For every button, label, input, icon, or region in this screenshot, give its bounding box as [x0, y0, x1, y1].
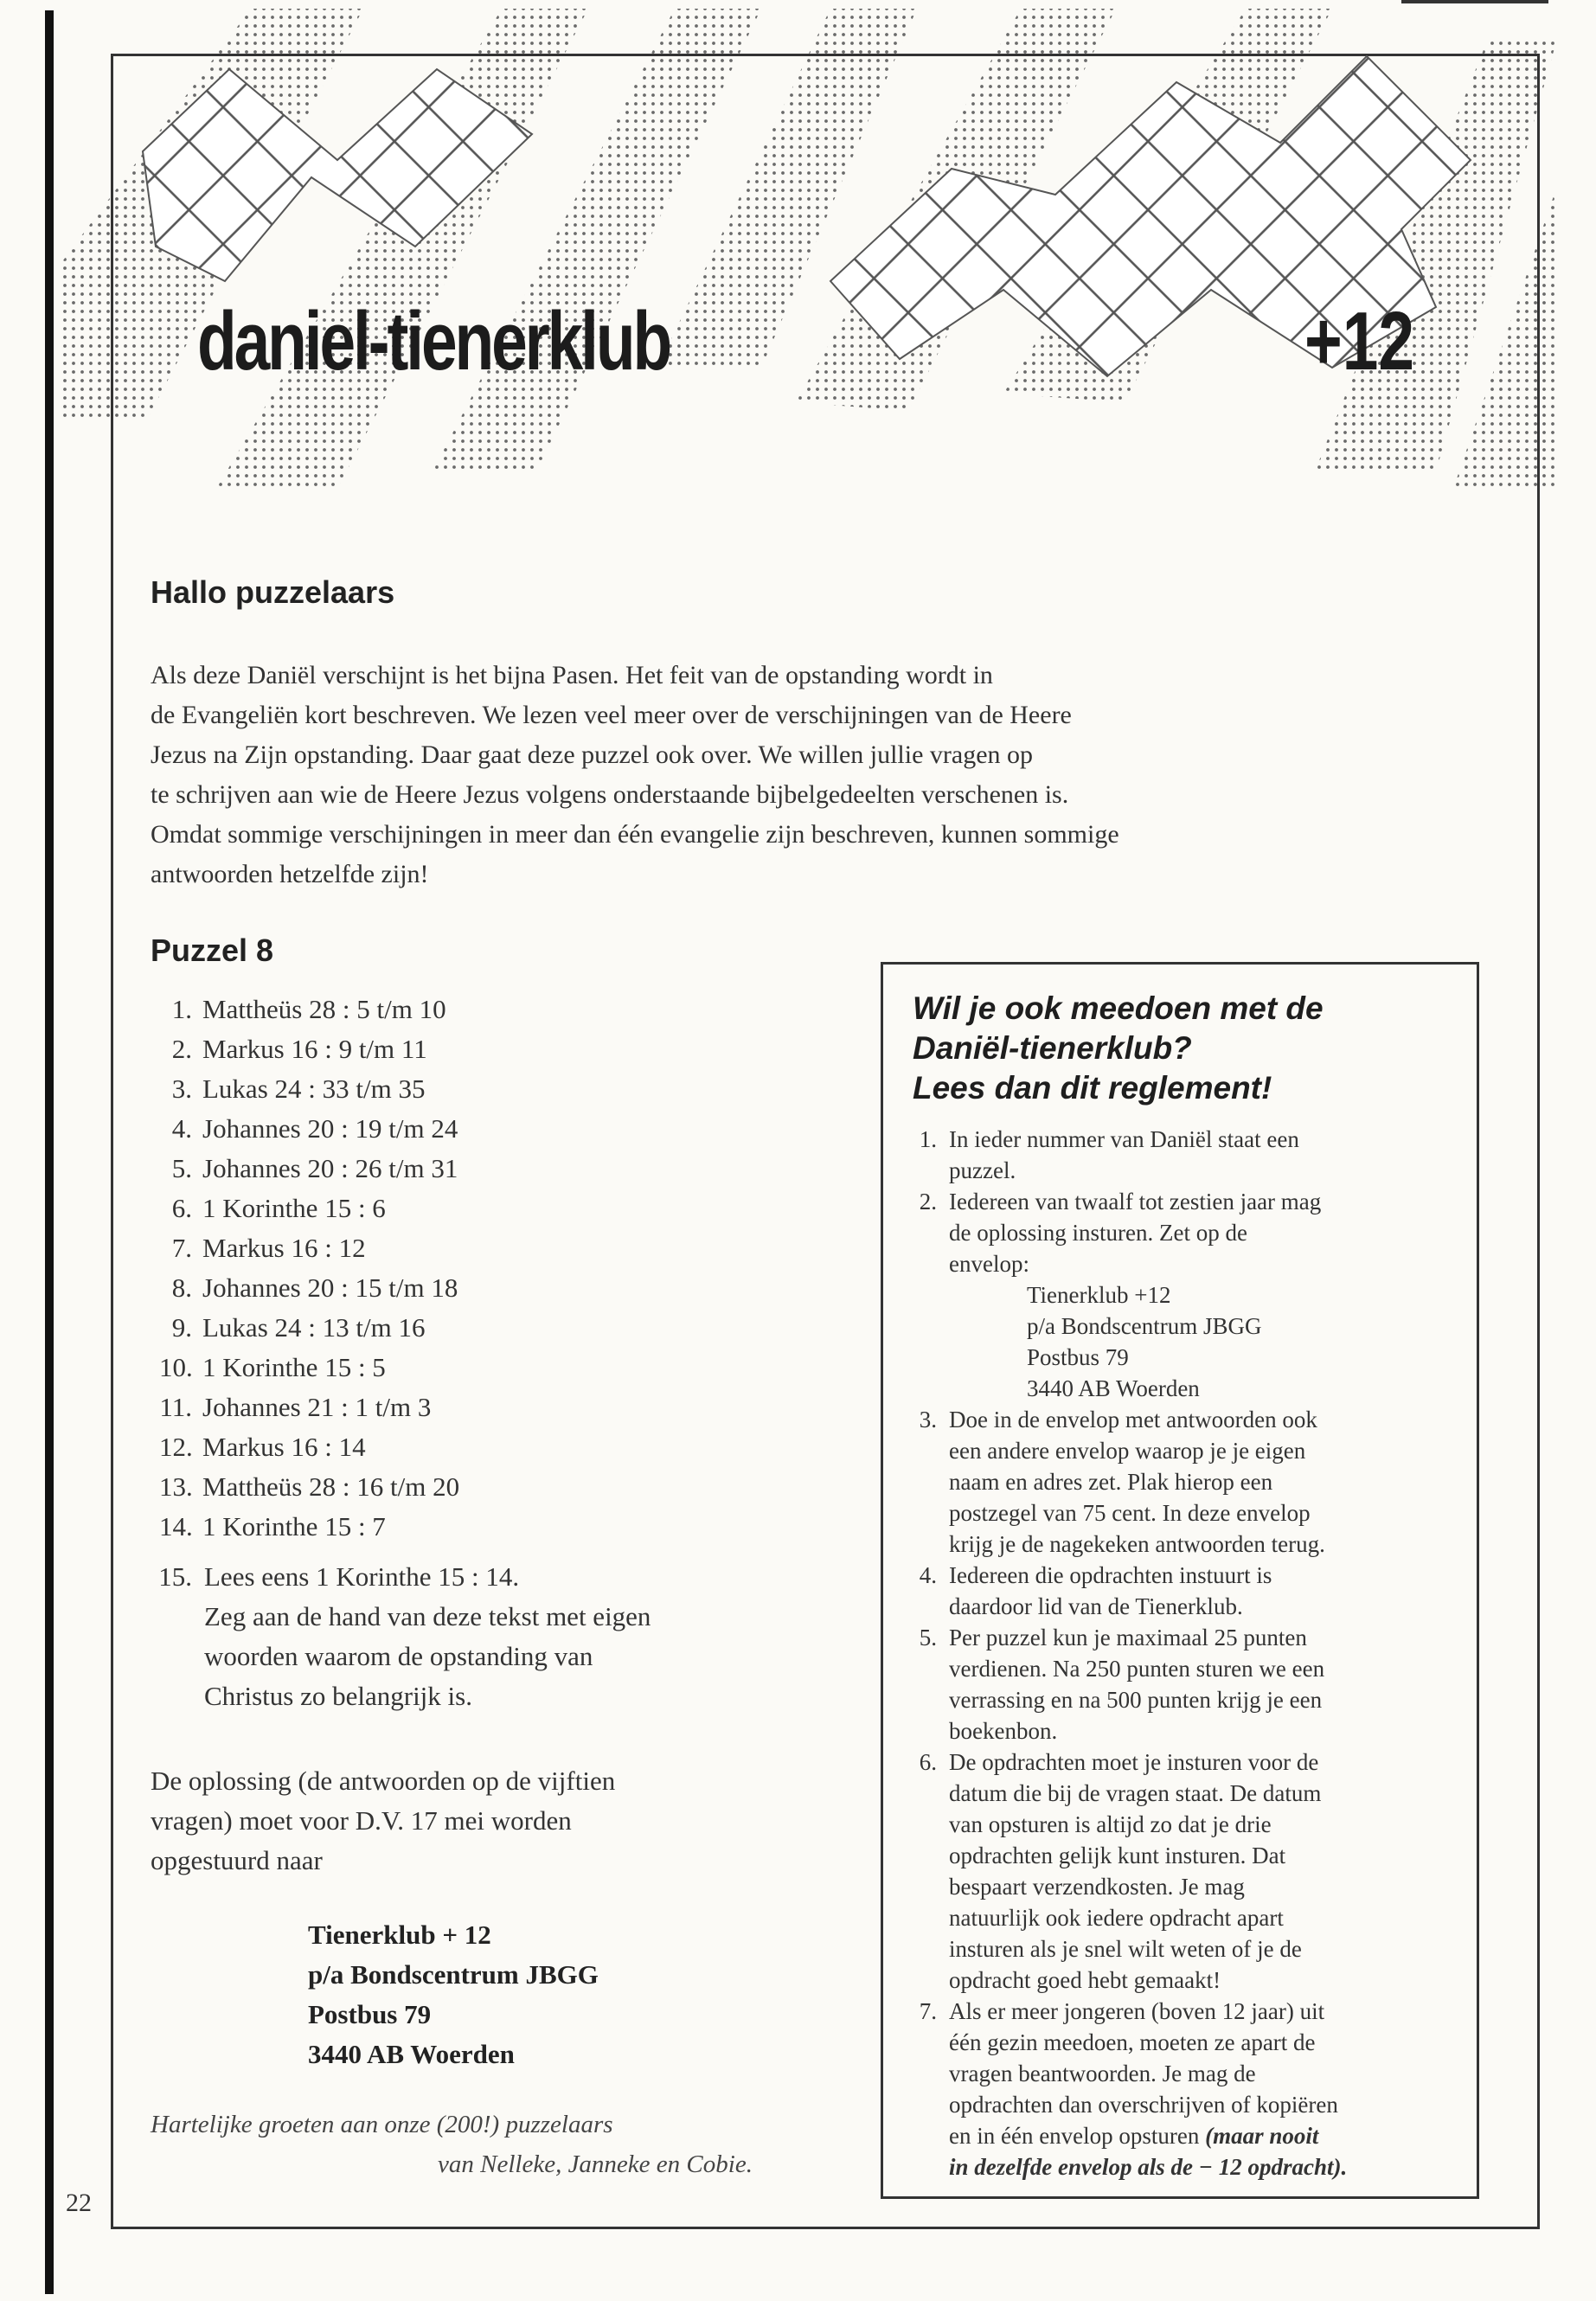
rule-line — [949, 2120, 1454, 2151]
question-line: Christus zo belangrijk is. — [204, 1681, 472, 1711]
item-number: 15. — [158, 1561, 192, 1592]
rule-line: één gezin meedoen, moeten ze apart de — [949, 2029, 1316, 2055]
item-number: 10. — [159, 1352, 193, 1382]
rule-line: verdienen. Na 250 punten sturen we een — [949, 1656, 1325, 1682]
bible-reference-list — [159, 990, 903, 1547]
rule-line: Doe in de envelop met antwoorden ook — [949, 1407, 1317, 1433]
intro-line: antwoorden hetzelfde zijn! — [151, 860, 429, 888]
age-badge: +12 — [1304, 295, 1415, 388]
header-graphic — [52, 4, 1574, 506]
rule-line: opdracht goed hebt gemaakt! — [949, 1967, 1221, 1993]
item-text: Johannes 20 : 19 t/m 24 — [202, 1113, 458, 1144]
intro-heading: Hallo puzzelaars — [151, 574, 395, 610]
greeting-signature: van Nelleke, Janneke en Cobie. — [438, 2150, 753, 2178]
list-item — [159, 1388, 903, 1427]
item-text: Johannes 21 : 1 t/m 3 — [202, 1392, 432, 1422]
envelope-line: Postbus 79 — [1027, 1344, 1129, 1370]
item-number: 6. — [171, 1193, 192, 1223]
rule-line: postzegel van 75 cent. In deze envelop — [949, 1500, 1311, 1526]
list-item — [159, 1427, 903, 1467]
rule-line: daardoor lid van de Tienerklub. — [949, 1593, 1243, 1619]
item-text: 1 Korinthe 15 : 7 — [202, 1511, 386, 1541]
rules-title-line: Daniël-tienerklub? — [913, 1030, 1192, 1066]
intro-line: de Evangeliën kort beschreven. We lezen veel meer over de verschijningen van de Heere — [151, 701, 1072, 729]
item-text: Markus 16 : 12 — [202, 1233, 366, 1263]
rule-item — [913, 1560, 1454, 1622]
question-15 — [152, 1557, 862, 1716]
rule-emphasis: (maar nooit — [1205, 2123, 1319, 2149]
item-number: 9. — [171, 1312, 192, 1343]
list-item — [159, 1228, 903, 1268]
deadline-line: opgestuurd naar — [151, 1845, 323, 1875]
list-item — [159, 1467, 903, 1507]
rule-line: krijg je de nagekeken antwoorden terug. — [949, 1531, 1325, 1557]
item-number: 11. — [159, 1392, 192, 1422]
rule-line: de oplossing insturen. Zet op de — [949, 1220, 1247, 1246]
rule-number: 7. — [919, 1998, 937, 2024]
rule-item — [913, 1124, 1454, 1186]
item-number: 13. — [159, 1471, 193, 1502]
address-line: 3440 AB Woerden — [308, 2039, 515, 2069]
rule-number: 5. — [919, 1625, 937, 1650]
rule-line: boekenbon. — [949, 1718, 1058, 1744]
rules-list — [913, 1124, 1454, 2182]
deadline-line: De oplossing (de antwoorden op de vijftien — [151, 1766, 616, 1796]
rule-line: naam en adres zet. Plak hierop een — [949, 1469, 1273, 1495]
item-number: 1. — [171, 994, 192, 1024]
rules-title-line: Lees dan dit reglement! — [913, 1070, 1272, 1106]
rule-item — [913, 1747, 1454, 1996]
rule-line: vragen beantwoorden. Je mag de — [949, 2061, 1256, 2086]
envelope-address — [1027, 1279, 1454, 1404]
list-item — [159, 1109, 903, 1149]
list-item — [159, 1029, 903, 1069]
item-text: Mattheüs 28 : 5 t/m 10 — [202, 994, 446, 1024]
item-number: 7. — [171, 1233, 192, 1263]
greeting-line: Hartelijke groeten aan onze (200!) puzzelaars — [151, 2111, 613, 2138]
rules-title — [913, 989, 1454, 1108]
rule-line: Als er meer jongeren (boven 12 jaar) uit — [949, 1998, 1325, 2024]
rule-line: natuurlijk ook iedere opdracht apart — [949, 1905, 1284, 1931]
rule-item — [913, 1996, 1454, 2182]
question-line: Lees eens 1 Korinthe 15 : 14. — [204, 1561, 520, 1592]
club-title: daniel-tienerklub — [197, 295, 670, 388]
rule-item — [913, 1622, 1454, 1747]
rule-number: 1. — [919, 1126, 937, 1152]
mailing-address — [308, 1915, 599, 2074]
rule-line: insturen als je snel wilt weten of je de — [949, 1936, 1302, 1962]
item-text: Mattheüs 28 : 16 t/m 20 — [202, 1471, 460, 1502]
question-line: Zeg aan de hand van deze tekst met eigen — [204, 1601, 651, 1631]
intro-line: Omdat sommige verschijningen in meer dan één evangelie zijn beschreven, kunnen sommige — [151, 820, 1119, 849]
rule-line-text: en in één envelop opsturen — [949, 2123, 1200, 2149]
address-line: Tienerklub + 12 — [308, 1920, 491, 1950]
rule-line: verrassing en na 500 punten krijg je een — [949, 1687, 1323, 1713]
item-text: 1 Korinthe 15 : 5 — [202, 1352, 386, 1382]
envelope-line: p/a Bondscentrum JBGG — [1027, 1313, 1262, 1339]
puzzle-heading: Puzzel 8 — [151, 933, 274, 968]
address-line: p/a Bondscentrum JBGG — [308, 1959, 599, 1990]
grid-lattice-left — [143, 69, 532, 281]
deadline-paragraph — [151, 1761, 860, 1881]
question-line: woorden waarom de opstanding van — [204, 1641, 593, 1671]
rule-number: 6. — [919, 1749, 937, 1775]
rule-line: Per puzzel kun je maximaal 25 punten — [949, 1625, 1307, 1650]
rule-number: 4. — [919, 1562, 937, 1588]
deadline-line: vragen) moet voor D.V. 17 mei worden — [151, 1805, 572, 1836]
rule-number: 2. — [919, 1189, 937, 1215]
rule-line: Iedereen die opdrachten instuurt is — [949, 1562, 1272, 1588]
item-text: Johannes 20 : 26 t/m 31 — [202, 1153, 458, 1183]
list-item — [159, 1149, 903, 1189]
rule-line: envelop: — [949, 1251, 1029, 1277]
rules-title-line: Wil je ook meedoen met de — [913, 990, 1324, 1026]
item-number: 5. — [171, 1153, 192, 1183]
item-text: Lukas 24 : 33 t/m 35 — [202, 1074, 426, 1104]
rule-line: De opdrachten moet je insturen voor de — [949, 1749, 1319, 1775]
rule-item — [913, 1186, 1454, 1404]
rule-item — [913, 1404, 1454, 1560]
intro-line: Als deze Daniël verschijnt is het bijna Pasen. Het feit van de opstanding wordt in — [151, 661, 993, 689]
rule-line: bespaart verzendkosten. Je mag — [949, 1874, 1245, 1900]
list-item — [159, 1507, 903, 1547]
rule-line: opdrachten gelijk kunt insturen. Dat — [949, 1843, 1286, 1868]
rule-line: Iedereen van twaalf tot zestien jaar mag — [949, 1189, 1322, 1215]
rule-line: puzzel. — [949, 1157, 1016, 1183]
item-number: 3. — [171, 1074, 192, 1104]
list-item — [159, 1069, 903, 1109]
item-text: Markus 16 : 9 t/m 11 — [202, 1034, 427, 1064]
list-item — [159, 1268, 903, 1308]
list-item — [159, 1348, 903, 1388]
item-number: 12. — [159, 1432, 193, 1462]
rule-line: In ieder nummer van Daniël staat een — [949, 1126, 1299, 1152]
item-number: 2. — [171, 1034, 192, 1064]
rule-emphasis: in dezelfde envelop als de − 12 opdracht). — [949, 2154, 1348, 2180]
envelope-line: 3440 AB Woerden — [1027, 1375, 1200, 1401]
rules-box — [881, 962, 1479, 2199]
intro-paragraph — [151, 656, 1474, 894]
item-text: Lukas 24 : 13 t/m 16 — [202, 1312, 426, 1343]
top-rule — [1401, 0, 1548, 3]
rule-line: van opsturen is altijd zo dat je drie — [949, 1811, 1272, 1837]
page-number: 22 — [66, 2189, 92, 2217]
intro-line: Jezus na Zijn opstanding. Daar gaat deze puzzel ook over. We willen jullie vragen op — [151, 740, 1034, 769]
list-item — [159, 1308, 903, 1348]
list-item — [159, 990, 903, 1029]
rule-line: opdrachten dan overschrijven of kopiëren — [949, 2092, 1338, 2118]
item-number: 14. — [159, 1511, 193, 1541]
intro-line: te schrijven aan wie de Heere Jezus volgens onderstaande bijbelgedeelten verschenen is. — [151, 780, 1069, 809]
item-number: 8. — [171, 1272, 192, 1303]
rule-line: een andere envelop waarop je je eigen — [949, 1438, 1306, 1464]
envelope-line: Tienerklub +12 — [1027, 1282, 1171, 1308]
item-number: 4. — [171, 1113, 192, 1144]
list-item — [159, 1189, 903, 1228]
item-text: Johannes 20 : 15 t/m 18 — [202, 1272, 458, 1303]
rule-number: 3. — [919, 1407, 937, 1433]
item-text: 1 Korinthe 15 : 6 — [202, 1193, 386, 1223]
address-line: Postbus 79 — [308, 1999, 432, 2029]
rule-line: datum die bij de vragen staat. De datum — [949, 1780, 1322, 1806]
item-text: Markus 16 : 14 — [202, 1432, 366, 1462]
